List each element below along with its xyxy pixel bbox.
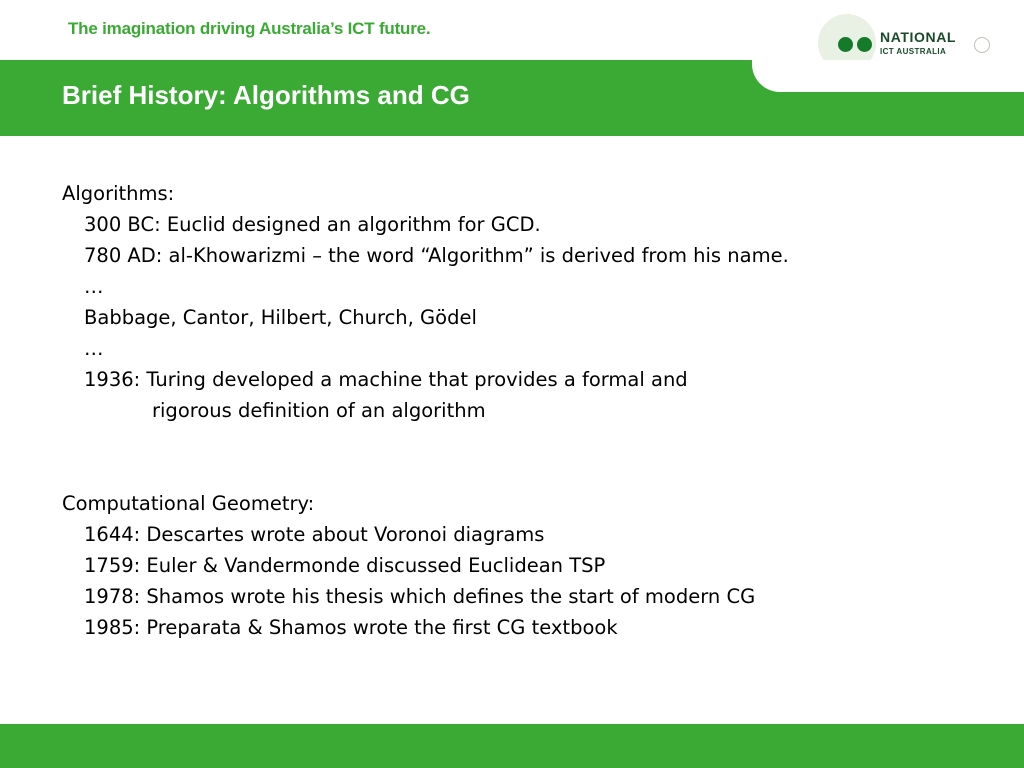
section-computational-geometry	[62, 488, 1002, 643]
header-tagline: The imagination driving Australia’s ICT future.	[68, 19, 431, 38]
section-spacer	[62, 426, 1002, 488]
section-heading: Algorithms:	[62, 182, 175, 205]
title-bar-notch	[752, 60, 1024, 92]
logo-subname: ICT AUSTRALIA	[880, 47, 947, 56]
slide-title: Brief History: Algorithms and CG	[62, 80, 470, 110]
slide-body	[62, 178, 1002, 643]
title-bar	[0, 60, 1024, 136]
list-item: …	[84, 275, 104, 298]
section-algorithms	[62, 178, 1002, 426]
list-item: 300 BC: Euclid designed an algorithm for GCD.	[84, 213, 541, 236]
list-item: 780 AD: al-Khowarizmi – the word “Algorithm” is derived from his name.	[84, 244, 789, 267]
logo-outline-dot-icon	[974, 37, 990, 53]
list-item: 1644: Descartes wrote about Voronoi diagrams	[84, 523, 545, 546]
list-item: 1759: Euler & Vandermonde discussed Euclidean TSP	[84, 554, 606, 577]
logo-dot-icon	[857, 37, 872, 52]
list-item: 1978: Shamos wrote his thesis which defines the start of modern CG	[84, 585, 756, 608]
list-item-continuation: rigorous definition of an algorithm	[152, 399, 486, 422]
list-item: 1985: Preparata & Shamos wrote the first CG textbook	[84, 616, 618, 639]
logo-name: NATIONAL	[880, 29, 957, 45]
list-item: …	[84, 337, 104, 360]
list-item: Babbage, Cantor, Hilbert, Church, Gödel	[84, 306, 477, 329]
logo-dot-icon	[838, 37, 853, 52]
footer-bar	[0, 724, 1024, 768]
section-heading: Computational Geometry:	[62, 492, 315, 515]
list-item: 1936: Turing developed a machine that provides a formal and	[84, 368, 688, 391]
